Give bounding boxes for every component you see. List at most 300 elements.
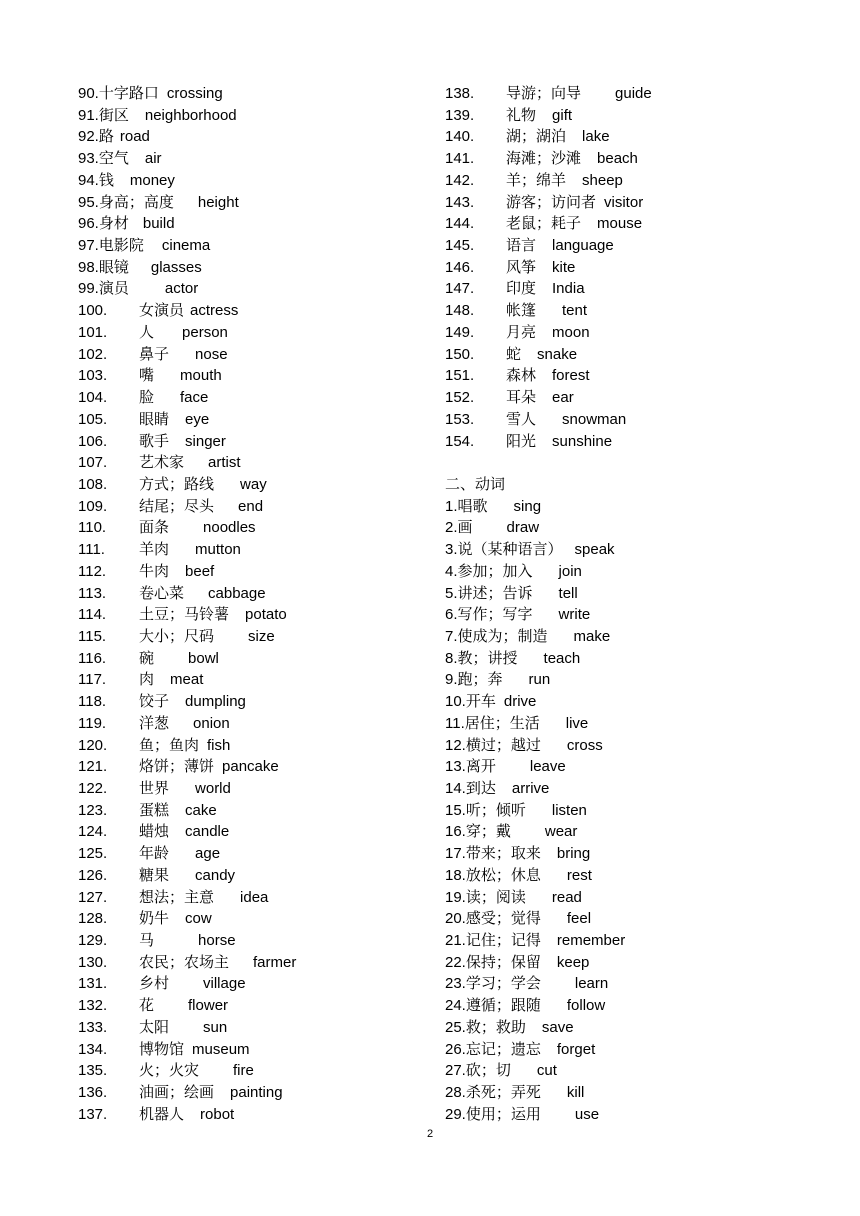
vocab-entry (78, 257, 438, 279)
entry-number: 139. (445, 106, 475, 124)
chinese-meaning: 碗 (139, 649, 155, 667)
entry-number: 29. (445, 1105, 466, 1123)
vocab-entry (78, 452, 438, 474)
english-word: India (552, 280, 585, 298)
chinese-meaning: 使用；运用 (465, 1105, 541, 1123)
entry-number: 4. (445, 562, 458, 580)
entry-number: 149. (445, 323, 475, 341)
english-word: cake (185, 801, 217, 819)
vocab-entry (78, 865, 438, 887)
chinese-meaning: 湖；湖泊 (506, 128, 567, 146)
english-word: neighborhood (144, 106, 237, 124)
english-word: mouse (597, 215, 643, 233)
entry-number: 2. (445, 519, 458, 537)
vocab-entry (445, 105, 845, 127)
english-word: beef (185, 562, 215, 580)
entry-number: 128. (78, 910, 108, 928)
chinese-meaning: 老鼠；耗子 (506, 215, 582, 233)
entry-number: 16. (445, 823, 466, 841)
english-word: snowman (562, 410, 627, 428)
english-word: robot (200, 1105, 235, 1123)
entry-number: 17. (445, 845, 466, 863)
vocab-entry (445, 887, 845, 909)
chinese-meaning: 穿；戴 (465, 823, 511, 841)
chinese-meaning: 眼睛 (139, 410, 170, 428)
vocab-entry (78, 1082, 438, 1104)
entry-number: 90. (78, 85, 99, 102)
vocab-entry (78, 691, 438, 713)
chinese-meaning: 火；火灾 (139, 1062, 200, 1080)
vocab-entry (78, 669, 438, 691)
vocab-entry (78, 431, 438, 453)
entry-number: 154. (445, 432, 475, 450)
vocab-entry (78, 322, 438, 344)
vocab-entry (445, 496, 845, 518)
english-word: horse (198, 932, 236, 950)
english-word: cinema (161, 237, 211, 255)
english-word: speak (574, 541, 615, 559)
chinese-meaning: 大小；尺码 (139, 627, 215, 645)
chinese-meaning: 面条 (139, 519, 170, 537)
vocab-entry (445, 170, 845, 192)
chinese-meaning: 方式；路线 (139, 475, 215, 493)
english-word: actor (164, 280, 199, 298)
chinese-meaning: 雪人 (506, 410, 537, 428)
english-word: cross (566, 736, 603, 754)
entry-number: 133. (78, 1018, 108, 1036)
entry-number: 106. (78, 432, 108, 450)
entry-number: 105. (78, 410, 108, 428)
english-word: flower (188, 997, 229, 1015)
verbs-section-heading: 二、动词 (445, 475, 506, 493)
entry-number: 125. (78, 845, 108, 863)
entry-number: 150. (445, 345, 475, 363)
entry-number: 151. (445, 367, 475, 385)
chinese-meaning: 保持；保留 (465, 953, 541, 971)
entry-number: 23. (445, 975, 466, 993)
vocab-entry (78, 474, 438, 496)
english-word: way (240, 475, 267, 493)
entry-number: 143. (445, 193, 475, 211)
chinese-meaning: 唱歌 (457, 497, 488, 515)
vocab-entry (445, 257, 845, 279)
english-word: face (180, 389, 209, 407)
english-word: world (195, 780, 231, 797)
vocab-entry (78, 952, 438, 974)
chinese-meaning: 糖果 (139, 866, 170, 884)
english-word: keep (556, 953, 590, 971)
vocab-entry (78, 235, 438, 257)
entry-number: 146. (445, 258, 475, 276)
entry-number: 136. (78, 1084, 108, 1102)
chinese-meaning: 写作；写字 (457, 606, 533, 624)
noun-list-continued (445, 83, 845, 452)
vocab-entry (78, 83, 438, 105)
english-word: moon (552, 323, 590, 341)
entry-number: 19. (445, 888, 466, 906)
chinese-meaning: 记住；记得 (465, 932, 541, 950)
english-word: money (129, 171, 175, 189)
left-column (78, 83, 438, 1126)
english-word: run (528, 671, 551, 689)
chinese-meaning: 肉 (139, 671, 155, 689)
vocab-entry (78, 756, 438, 778)
entry-number: 112. (78, 562, 107, 580)
entry-number: 119. (78, 714, 107, 732)
english-word: mouth (180, 367, 222, 385)
chinese-meaning: 马 (139, 932, 155, 950)
chinese-meaning: 风筝 (506, 258, 537, 276)
right-column (445, 83, 845, 1126)
entry-number: 95. (78, 193, 99, 211)
chinese-meaning: 阳光 (506, 432, 537, 450)
vocab-entry (445, 561, 845, 583)
vocab-entry (445, 626, 845, 648)
chinese-meaning: 学习；学会 (465, 975, 541, 993)
vocab-entry (445, 908, 845, 930)
english-word: village (203, 975, 246, 993)
chinese-meaning: 居住；生活 (464, 714, 540, 732)
entry-number: 98. (78, 258, 99, 276)
entry-number: 15. (445, 801, 466, 819)
english-word: bowl (188, 649, 219, 667)
vocab-entry (78, 930, 438, 952)
vocab-entry (78, 604, 438, 626)
entry-number: 3. (445, 541, 458, 559)
english-word: join (558, 562, 582, 580)
chinese-meaning: 农民；农场主 (139, 953, 230, 971)
chinese-meaning: 放松；休息 (465, 866, 541, 884)
entry-number: 107. (78, 454, 108, 472)
english-word: feel (566, 910, 592, 928)
entry-number: 132. (78, 997, 108, 1015)
vocab-entry (445, 713, 845, 735)
english-word: wear (544, 823, 578, 841)
entry-number: 94. (78, 171, 99, 189)
english-word: draw (506, 519, 540, 537)
english-word: noodles (203, 519, 256, 537)
entry-number: 26. (445, 1040, 466, 1058)
english-word: farmer (253, 953, 297, 971)
vocab-entry (445, 648, 845, 670)
chinese-meaning: 演员 (98, 280, 129, 298)
english-word: kill (566, 1084, 585, 1102)
entry-number: 135. (78, 1062, 108, 1080)
english-word: guide (615, 85, 652, 102)
vocab-entry (445, 213, 845, 235)
entry-number: 27. (445, 1062, 466, 1080)
entry-number: 131. (78, 975, 108, 993)
vocab-entry (445, 778, 845, 800)
entry-number: 134. (78, 1040, 108, 1058)
chinese-meaning: 感受；觉得 (465, 910, 541, 928)
chinese-meaning: 跑；奔 (457, 671, 503, 689)
entry-number: 140. (445, 128, 475, 146)
vocab-entry (78, 648, 438, 670)
chinese-meaning: 耳朵 (506, 389, 537, 407)
chinese-meaning: 救；救助 (465, 1018, 526, 1036)
page-number: 2 (426, 1128, 434, 1140)
english-word: size (248, 627, 275, 645)
chinese-meaning: 烙饼；薄饼 (139, 758, 215, 776)
entry-number: 109. (78, 497, 108, 515)
entry-number: 10. (445, 693, 466, 711)
vocab-entry (78, 821, 438, 843)
chinese-meaning: 土豆；马铃薯 (139, 606, 230, 624)
chinese-meaning: 女演员 (139, 302, 185, 320)
blank-line (445, 452, 845, 474)
english-word: tent (562, 302, 588, 320)
english-word: bring (556, 845, 591, 863)
english-word: eye (185, 410, 210, 428)
chinese-meaning: 乡村 (139, 975, 170, 993)
english-word: mutton (195, 541, 241, 559)
english-word: beach (597, 150, 638, 168)
entry-number: 22. (445, 953, 466, 971)
verb-list (445, 496, 845, 1126)
vocab-entry (78, 126, 438, 148)
vocab-entry (78, 583, 438, 605)
english-word: singer (185, 432, 226, 450)
english-word: ear (552, 389, 574, 407)
chinese-meaning: 世界 (139, 780, 170, 797)
english-word: cow (185, 910, 212, 928)
vocab-entry (78, 561, 438, 583)
english-word: write (558, 606, 591, 624)
chinese-meaning: 讲述；告诉 (457, 584, 533, 602)
entry-number: 127. (78, 888, 108, 906)
vocab-entry (78, 1104, 438, 1126)
english-word: fire (233, 1062, 254, 1080)
entry-number: 99. (78, 280, 99, 298)
chinese-meaning: 森林 (506, 367, 537, 385)
entry-number: 7. (445, 627, 458, 645)
english-word: arrive (511, 780, 550, 797)
entry-number: 14. (445, 780, 466, 797)
vocab-entry (78, 517, 438, 539)
entry-number: 111. (78, 541, 105, 559)
chinese-meaning: 机器人 (139, 1105, 185, 1123)
english-word: painting (230, 1084, 283, 1102)
entry-number: 93. (78, 150, 99, 168)
entry-number: 108. (78, 475, 108, 493)
english-word: forget (556, 1040, 596, 1058)
chinese-meaning: 嘴 (139, 367, 155, 385)
chinese-meaning: 想法；主意 (139, 888, 215, 906)
entry-number: 148. (445, 302, 475, 320)
vocab-entry (445, 387, 845, 409)
chinese-meaning: 读；阅读 (465, 888, 526, 906)
vocab-entry (78, 778, 438, 800)
chinese-meaning: 杀死；弄死 (465, 1084, 541, 1102)
vocab-entry (78, 409, 438, 431)
entry-number: 118. (78, 693, 107, 711)
chinese-meaning: 到达 (465, 780, 496, 797)
vocab-entry (78, 626, 438, 648)
chinese-meaning: 忘记；遗忘 (465, 1040, 541, 1058)
english-word: actress (190, 302, 239, 320)
vocab-entry (445, 691, 845, 713)
chinese-meaning: 奶牛 (139, 910, 170, 928)
english-word: read (551, 888, 582, 906)
chinese-meaning: 饺子 (139, 693, 170, 711)
chinese-meaning: 身材 (98, 215, 129, 233)
entry-number: 24. (445, 997, 466, 1015)
english-word: glasses (150, 258, 202, 276)
entry-number: 11. (445, 714, 465, 732)
english-word: onion (193, 714, 230, 732)
english-word: teach (543, 649, 581, 667)
vocab-entry (445, 192, 845, 214)
chinese-meaning: 空气 (98, 150, 129, 168)
vocab-entry (445, 235, 845, 257)
english-word: dumpling (185, 693, 246, 711)
entry-number: 122. (78, 780, 108, 797)
chinese-meaning: 参加；加入 (457, 562, 533, 580)
vocab-entry (445, 1039, 845, 1061)
english-word: drive (503, 693, 537, 711)
chinese-meaning: 年龄 (139, 845, 170, 863)
vocab-entry (445, 843, 845, 865)
english-word: build (142, 215, 175, 233)
entry-number: 92. (78, 128, 99, 146)
vocab-entry (445, 517, 845, 539)
chinese-meaning: 语言 (506, 237, 537, 255)
english-word: sunshine (552, 432, 613, 450)
english-word: idea (240, 888, 269, 906)
chinese-meaning: 花 (139, 997, 155, 1015)
vocab-entry (445, 821, 845, 843)
chinese-meaning: 开车 (465, 693, 496, 711)
chinese-meaning: 牛肉 (139, 562, 170, 580)
english-word: candy (195, 866, 236, 884)
chinese-meaning: 画 (457, 519, 473, 537)
vocab-entry (78, 1060, 438, 1082)
vocab-entry (445, 409, 845, 431)
entry-number: 20. (445, 910, 466, 928)
vocab-entry (445, 930, 845, 952)
vocab-entry (445, 1082, 845, 1104)
english-word: road (119, 128, 150, 146)
chinese-meaning: 游客；访问者 (506, 193, 597, 211)
vocab-entry (445, 800, 845, 822)
entry-number: 121. (78, 758, 108, 776)
english-word: listen (551, 801, 587, 819)
entry-number: 145. (445, 237, 475, 255)
chinese-meaning: 礼物 (506, 106, 537, 124)
entry-number: 6. (445, 606, 458, 624)
chinese-meaning: 羊；绵羊 (506, 171, 567, 189)
entry-number: 142. (445, 171, 475, 189)
vocab-entry (78, 539, 438, 561)
chinese-meaning: 街区 (98, 106, 129, 124)
vocab-entry (78, 148, 438, 170)
entry-number: 102. (78, 345, 108, 363)
english-word: pancake (222, 758, 279, 776)
chinese-meaning: 月亮 (506, 323, 537, 341)
entry-number: 13. (445, 758, 466, 776)
chinese-meaning: 说（某种语言） (457, 541, 563, 559)
entry-number: 129. (78, 932, 108, 950)
english-word: museum (192, 1040, 250, 1058)
english-word: rest (566, 866, 592, 884)
vocab-entry (445, 126, 845, 148)
vocab-entry (78, 908, 438, 930)
english-word: artist (208, 454, 241, 472)
vocab-entry (78, 1017, 438, 1039)
english-word: person (182, 323, 228, 341)
vocab-entry (445, 300, 845, 322)
entry-number: 130. (78, 953, 108, 971)
entry-number: 126. (78, 866, 108, 884)
vocab-entry (78, 192, 438, 214)
vocab-entry (78, 365, 438, 387)
english-word: nose (195, 345, 228, 363)
entry-number: 96. (78, 215, 99, 233)
entry-number: 120. (78, 736, 108, 754)
entry-number: 28. (445, 1084, 466, 1102)
entry-number: 152. (445, 389, 475, 407)
entry-number: 116. (78, 649, 107, 667)
english-word: learn (574, 975, 609, 993)
entry-number: 115. (78, 627, 107, 645)
chinese-meaning: 十字路口 (98, 85, 159, 102)
vocab-entry (445, 995, 845, 1017)
chinese-meaning: 帐篷 (506, 302, 537, 320)
english-word: follow (566, 997, 606, 1015)
english-word: language (552, 237, 614, 255)
english-word: candle (185, 823, 230, 841)
chinese-meaning: 鱼；鱼肉 (139, 736, 200, 754)
chinese-meaning: 带来；取来 (465, 845, 541, 863)
entry-number: 18. (445, 866, 466, 884)
chinese-meaning: 博物馆 (139, 1040, 185, 1058)
entry-number: 25. (445, 1018, 466, 1036)
vocab-entry (78, 300, 438, 322)
vocab-entry (78, 344, 438, 366)
vocab-entry (445, 865, 845, 887)
english-word: lake (582, 128, 610, 146)
english-word: sing (513, 497, 542, 515)
entry-number: 117. (78, 671, 107, 689)
chinese-meaning: 导游；向导 (506, 85, 582, 102)
chinese-meaning: 离开 (465, 758, 496, 776)
english-word: tell (558, 584, 578, 602)
english-word: air (144, 150, 162, 168)
english-word: kite (552, 258, 576, 276)
chinese-meaning: 蜡烛 (139, 823, 170, 841)
chinese-meaning: 听；倾听 (465, 801, 526, 819)
entry-number: 8. (445, 649, 458, 667)
chinese-meaning: 卷心菜 (139, 584, 185, 602)
entry-number: 103. (78, 367, 108, 385)
entry-number: 110. (78, 519, 107, 537)
entry-number: 91. (78, 106, 99, 124)
entry-number: 104. (78, 389, 108, 407)
vocab-entry (78, 887, 438, 909)
chinese-meaning: 洋葱 (139, 714, 170, 732)
english-word: use (574, 1105, 600, 1123)
vocab-entry (445, 604, 845, 626)
chinese-meaning: 羊肉 (139, 541, 170, 559)
chinese-meaning: 眼镜 (98, 258, 129, 276)
chinese-meaning: 使成为；制造 (457, 627, 548, 645)
english-word: leave (529, 758, 566, 776)
chinese-meaning: 蛋糕 (139, 801, 170, 819)
vocab-entry (78, 278, 438, 300)
chinese-meaning: 脸 (139, 389, 155, 407)
english-word: age (195, 845, 221, 863)
